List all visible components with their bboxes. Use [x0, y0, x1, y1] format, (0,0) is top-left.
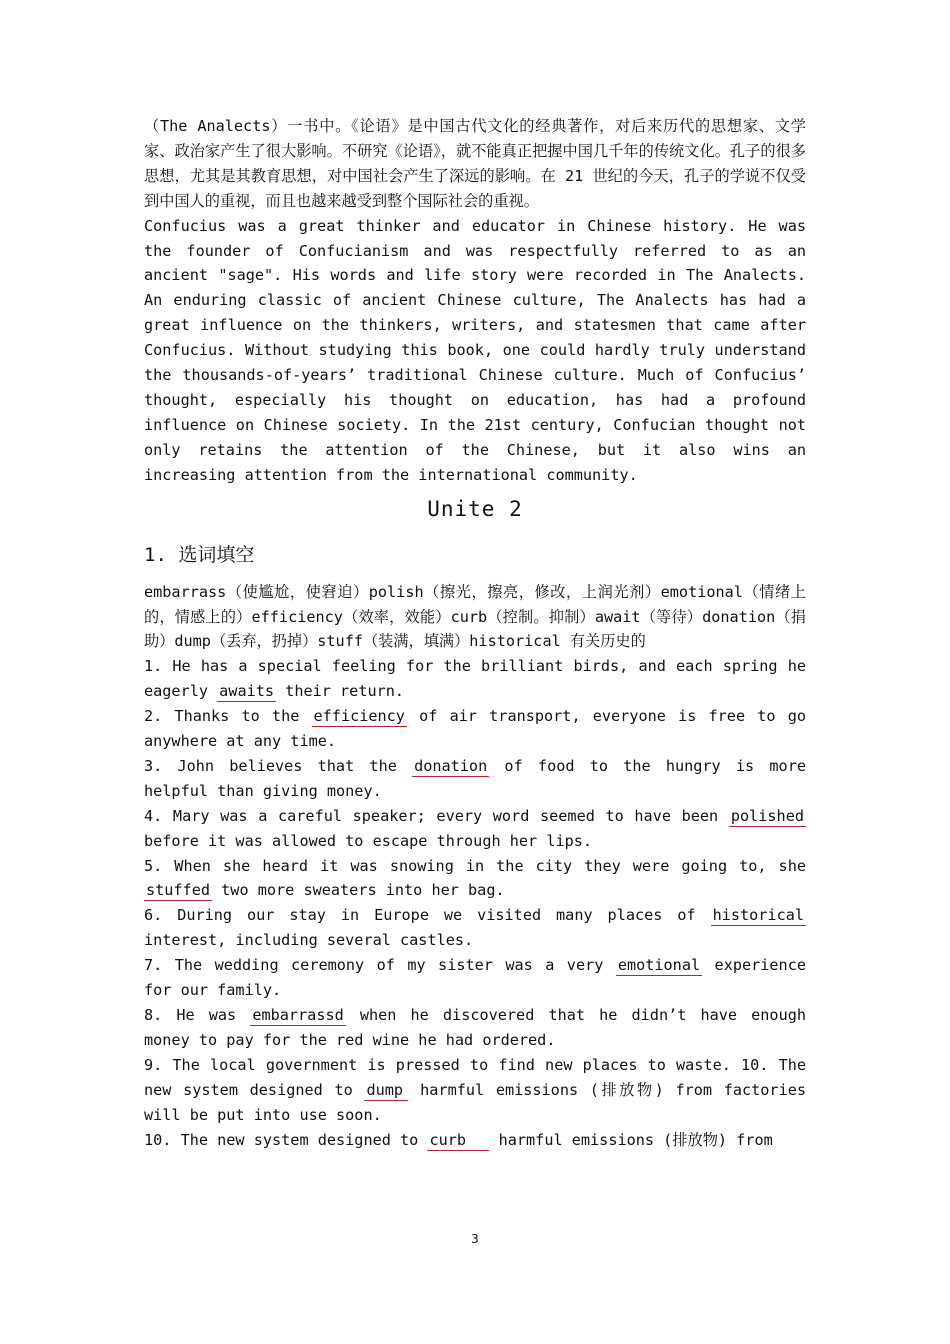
answer-blank: dump: [364, 1080, 408, 1101]
item-text-before: 3. John believes that the: [144, 756, 413, 775]
answer-blank: polished: [730, 806, 804, 825]
item-text-before: 10. The new system designed to: [144, 1130, 428, 1149]
exercise-item: [144, 654, 806, 704]
item-text-after: their return.: [276, 682, 405, 701]
item-text-before: 1. He has a special feeling for the brilliant birds, and each spring he eagerly: [144, 657, 806, 701]
item-text-before: 7. The wedding ceremony of my sister was a very: [144, 956, 616, 975]
item-text-before: 4. Mary was a careful speaker; every word seemed to have been: [144, 806, 729, 825]
item-text-before: 6. During our stay in Europe we visited many places of: [144, 906, 711, 925]
answer-blank: historical: [712, 906, 804, 925]
exercise-item: [144, 1128, 806, 1153]
exercise-item: [144, 953, 806, 1003]
item-text-before: 5. When she heard it was snowing in the city they were going to, she: [144, 856, 806, 875]
page-number: 3: [471, 1232, 479, 1246]
item-text-after: two more sweaters into her bag.: [212, 881, 505, 900]
answer-blank: efficiency: [313, 707, 405, 726]
section-title: 1. 选词填空: [144, 543, 255, 566]
item-text-before: 9. The local government is pressed to find new places to waste. 10. The new system designed to: [144, 1055, 806, 1099]
answer-blank: stuffed: [146, 881, 211, 900]
exercise-item: [144, 704, 806, 754]
item-text-before: 2. Thanks to the: [144, 707, 312, 726]
exercise-item: [144, 804, 806, 854]
item-text-after: harmful emissions (排放物) from factories will be put into use soon.: [144, 1080, 807, 1124]
unit-title: Unite 2: [427, 496, 523, 521]
item-text-after: interest, including several castles.: [144, 931, 474, 950]
exercise-item: [144, 1053, 806, 1128]
page-content: [144, 114, 806, 1152]
answer-blank: curb: [427, 1130, 489, 1151]
exercise-item: [144, 903, 806, 953]
item-text-after: when he discovered that he didn’t have enough money to pay for the red wine he had ordered.: [144, 1006, 807, 1049]
item-text-after: before it was allowed to escape through her lips.: [144, 831, 593, 850]
answer-blank: donation: [414, 756, 488, 775]
answer-blank: awaits: [219, 682, 275, 701]
exercise-list: [144, 654, 806, 1152]
answer-blank: emotional: [617, 956, 701, 975]
exercise-item: [144, 854, 806, 904]
intro-chinese-paragraph: （The Analects）一书中。《论语》是中国古代文化的经典著作，对后来历代的思想家、文学家、政治家产生了很大影响。不研究《论语》，就不能真正把握中国几千年的传统文化。孔子的很多思想，尤其是其教育思想，对中国社会产生了深远的影响。在 21 世纪的今天，孔子的学说不仅受到中国人的重视，而且也越来越受到整个国际社会的重视。: [144, 117, 806, 210]
item-text-after: harmful emissions (排放物) from: [489, 1130, 773, 1149]
item-text-after: of food to the hungry is more helpful than giving money.: [144, 756, 806, 800]
item-text-after: of air transport, everyone is free to go anywhere at any time.: [144, 707, 806, 751]
answer-blank: embarrassd: [252, 1006, 344, 1024]
exercise-item: [144, 1003, 806, 1053]
word-bank: embarrass（使尴尬，使窘迫）polish（擦光，擦亮，修改，上润光剂）emotional（情绪上的，情感上的）efficiency（效率，效能）curb（控制。抑制）await（等待）donation（捐助）dump（丢弃，扔掉）stuff（装满，填满）historical 有关历史的: [144, 582, 806, 651]
exercise-item: [144, 754, 806, 804]
item-text-before: 8. He was: [144, 1006, 251, 1024]
item-text-after: experience for our family.: [144, 956, 806, 1000]
intro-english-paragraph: Confucius was a great thinker and educator in Chinese history. He was the founder of Confucianism and was respectfully referred to as an ancient "sage". His words and life story were recorded in The Analects. An enduring classic of ancient Chinese culture, The Analects has had a great influence on the thinkers, writers, and statesmen that came after Confucius. Without studying this book, one could hardly truly understand the thousands-of-years’ traditional Chinese culture. Much of Confucius’ thought, especially his thought on education, has had a profound influence on Chinese society. In the 21st century, Confucian thought not only retains the attention of the Chinese, but it also wins an increasing attention from the international community.: [144, 216, 806, 484]
